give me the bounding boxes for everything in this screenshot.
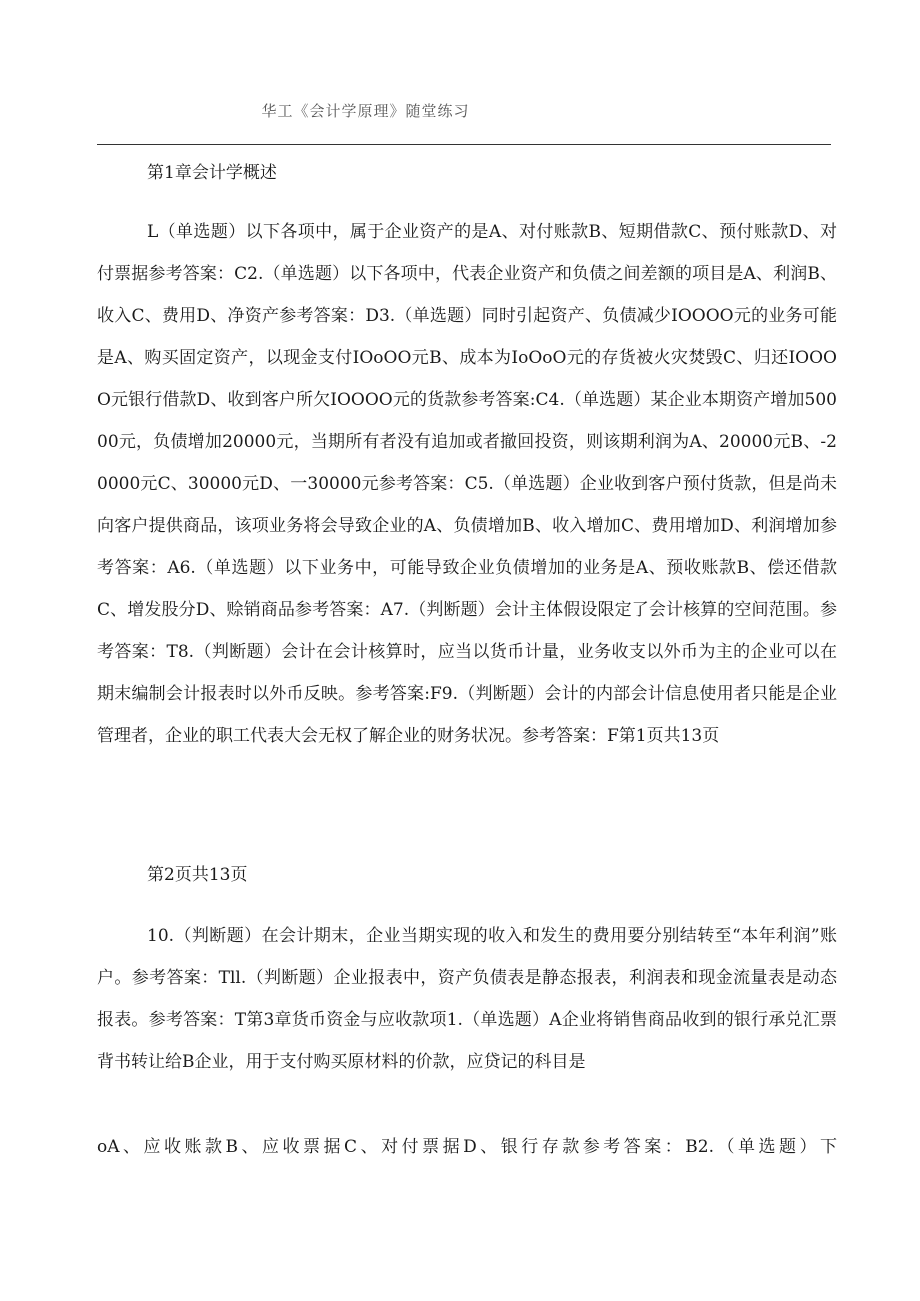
question-paragraph-2: 10.（判断题）在会计期末，企业当期实现的收入和发生的费用要分别结转至“本年利润”账户。参考答案：Tll.（判断题）企业报表中，资产负债表是静态报表，利润表和现金流量表是动态报表。参考答案：T第3章货币资金与应收款项1.（单选题）A企业将销售商品收到的银行承兑汇票背书转让给B企业，用于支付购买原材料的价款，应贷记的科目是 xyxy=(97,926,837,1072)
chapter-title: 第1章会计学概述 xyxy=(147,163,277,183)
question-paragraph-3: oA、应收账款B、应收票据C、对付票据D、银行存款参考答案：B2.（单选题）下 xyxy=(97,1137,837,1157)
header-divider xyxy=(97,144,831,145)
page-number: 第2页共13页 xyxy=(147,865,248,885)
question-paragraph-1: L（单选题）以下各项中，属于企业资产的是A、对付账款B、短期借款C、预付账款D、对付票据参考答案：C2.（单选题）以下各项中，代表企业资产和负债之间差额的项目是A、利润B、收入C、费用D、净资产参考答案：D3.（单选题）同时引起资产、负债减少IOOOO元的业务可能是A、购买固定资产，以现金支付IOoOO元B、成本为IoOoO元的存货被火灾焚毁C、归还IOOOO元银行借款D、收到客户所欠IOOOO元的货款参考答案:C4.（单选题）某企业本期资产增加50000元，负债增加20000元，当期所有者没有追加或者撤回投资，则该期利润为A、20000元B、-20000元C、30000元D、一30000元参考答案：C5.（单选题）企业收到客户预付货款，但是尚未向客户提供商品，该项业务将会导致企业的A、负债增加B、收入增加C、费用增加D、利润增加参考答案：A6.（单选题）以下业务中，可能导致企业负债增加的业务是A、预收账款B、偿还借款C、增发股分D、赊销商品参考答案：A7.（判断题）会计主体假设限定了会计核算的空间范围。参考答案：T8.（判断题）会计在会计核算时，应当以货币计量，业务收支以外币为主的企业可以在期末编制会计报表时以外币反映。参考答案:F9.（判断题）会计的内部会计信息使用者只能是企业管理者，企业的职工代表大会无权了解企业的财务状况。参考答案：F第1页共13页 xyxy=(97,222,837,746)
document-header: 华工《会计学原理》随堂练习 xyxy=(261,102,470,120)
